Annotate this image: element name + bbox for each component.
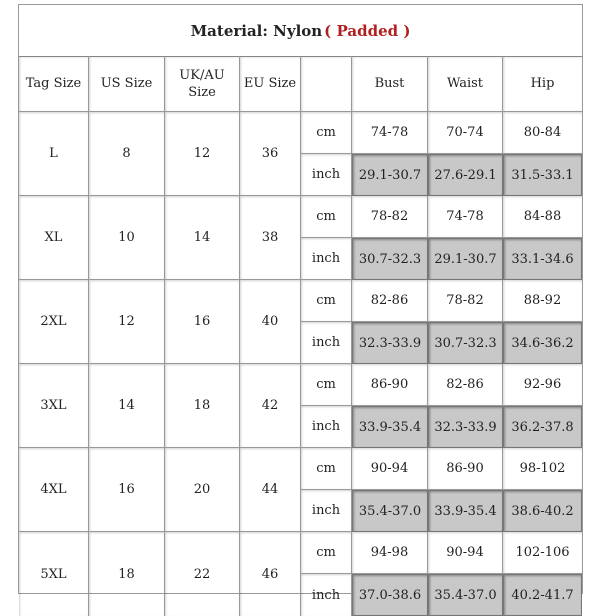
waist-inch-cell: 35.4-37.0 <box>428 574 503 616</box>
waist-inch-cell: 32.3-33.9 <box>428 406 503 448</box>
bust-inch-cell: 35.4-37.0 <box>352 490 428 532</box>
header-eu-size: EU Size <box>240 56 301 112</box>
unit-label-cm: cm <box>301 196 352 238</box>
uk-au-size-cell: 14 <box>165 196 240 280</box>
tag-size-cell: 4XL <box>19 448 89 532</box>
tag-size-cell: 5XL <box>19 532 89 616</box>
bust-inch-cell: 29.1-30.7 <box>352 154 428 196</box>
hip-inch-cell: 38.6-40.2 <box>503 490 582 532</box>
bust-inch-cell: 30.7-32.3 <box>352 238 428 280</box>
hip-cm-cell: 98-102 <box>503 448 582 490</box>
hip-inch-cell: 31.5-33.1 <box>503 154 582 196</box>
unit-label-cm: cm <box>301 448 352 490</box>
header-unit <box>301 56 352 112</box>
waist-cm-cell: 78-82 <box>428 280 503 322</box>
bust-inch-cell: 37.0-38.6 <box>352 574 428 616</box>
eu-size-cell: 38 <box>240 196 301 280</box>
us-size-cell: 14 <box>89 364 165 448</box>
eu-size-cell: 40 <box>240 280 301 364</box>
hip-cm-cell: 80-84 <box>503 112 582 154</box>
us-size-cell: 12 <box>89 280 165 364</box>
hip-inch-cell: 36.2-37.8 <box>503 406 582 448</box>
hip-inch-cell: 33.1-34.6 <box>503 238 582 280</box>
bust-cm-cell: 94-98 <box>352 532 428 574</box>
unit-label-cm: cm <box>301 280 352 322</box>
bust-cm-cell: 74-78 <box>352 112 428 154</box>
tag-size-cell: XL <box>19 196 89 280</box>
uk-au-size-cell: 16 <box>165 280 240 364</box>
us-size-cell: 10 <box>89 196 165 280</box>
eu-size-cell: 44 <box>240 448 301 532</box>
header-waist: Waist <box>428 56 503 112</box>
unit-label-cm: cm <box>301 532 352 574</box>
title-material: Material: Nylon <box>190 21 323 40</box>
waist-inch-cell: 30.7-32.3 <box>428 322 503 364</box>
unit-label-cm: cm <box>301 364 352 406</box>
bust-cm-cell: 82-86 <box>352 280 428 322</box>
hip-cm-cell: 92-96 <box>503 364 582 406</box>
uk-au-size-cell: 18 <box>165 364 240 448</box>
unit-label-inch: inch <box>301 322 352 364</box>
waist-cm-cell: 90-94 <box>428 532 503 574</box>
title-padded: ( Padded ) <box>324 21 411 40</box>
waist-cm-cell: 86-90 <box>428 448 503 490</box>
uk-au-size-cell: 12 <box>165 112 240 196</box>
unit-label-inch: inch <box>301 238 352 280</box>
bust-cm-cell: 86-90 <box>352 364 428 406</box>
us-size-cell: 18 <box>89 532 165 616</box>
unit-label-inch: inch <box>301 490 352 532</box>
header-uk-au-size: UK/AU Size <box>165 56 240 112</box>
header-hip: Hip <box>503 56 582 112</box>
waist-cm-cell: 70-74 <box>428 112 503 154</box>
header-us-size: US Size <box>89 56 165 112</box>
size-chart <box>18 4 583 603</box>
eu-size-cell: 46 <box>240 532 301 616</box>
tag-size-cell: 2XL <box>19 280 89 364</box>
hip-cm-cell: 102-106 <box>503 532 582 574</box>
tag-size-cell: 3XL <box>19 364 89 448</box>
bust-cm-cell: 78-82 <box>352 196 428 238</box>
unit-label-cm: cm <box>301 112 352 154</box>
waist-cm-cell: 74-78 <box>428 196 503 238</box>
unit-label-inch: inch <box>301 406 352 448</box>
hip-cm-cell: 84-88 <box>503 196 582 238</box>
tag-size-cell: L <box>19 112 89 196</box>
waist-inch-cell: 27.6-29.1 <box>428 154 503 196</box>
header-bust: Bust <box>352 56 428 112</box>
uk-au-size-cell: 22 <box>165 532 240 616</box>
us-size-cell: 16 <box>89 448 165 532</box>
unit-label-inch: inch <box>301 154 352 196</box>
header-tag-size: Tag Size <box>19 56 89 112</box>
unit-label-inch: inch <box>301 574 352 616</box>
hip-cm-cell: 88-92 <box>503 280 582 322</box>
hip-inch-cell: 34.6-36.2 <box>503 322 582 364</box>
bust-cm-cell: 90-94 <box>352 448 428 490</box>
eu-size-cell: 36 <box>240 112 301 196</box>
us-size-cell: 8 <box>89 112 165 196</box>
waist-inch-cell: 33.9-35.4 <box>428 490 503 532</box>
eu-size-cell: 42 <box>240 364 301 448</box>
chart-title <box>19 5 582 57</box>
hip-inch-cell: 40.2-41.7 <box>503 574 582 616</box>
waist-inch-cell: 29.1-30.7 <box>428 238 503 280</box>
bust-inch-cell: 32.3-33.9 <box>352 322 428 364</box>
uk-au-size-cell: 20 <box>165 448 240 532</box>
bust-inch-cell: 33.9-35.4 <box>352 406 428 448</box>
waist-cm-cell: 82-86 <box>428 364 503 406</box>
